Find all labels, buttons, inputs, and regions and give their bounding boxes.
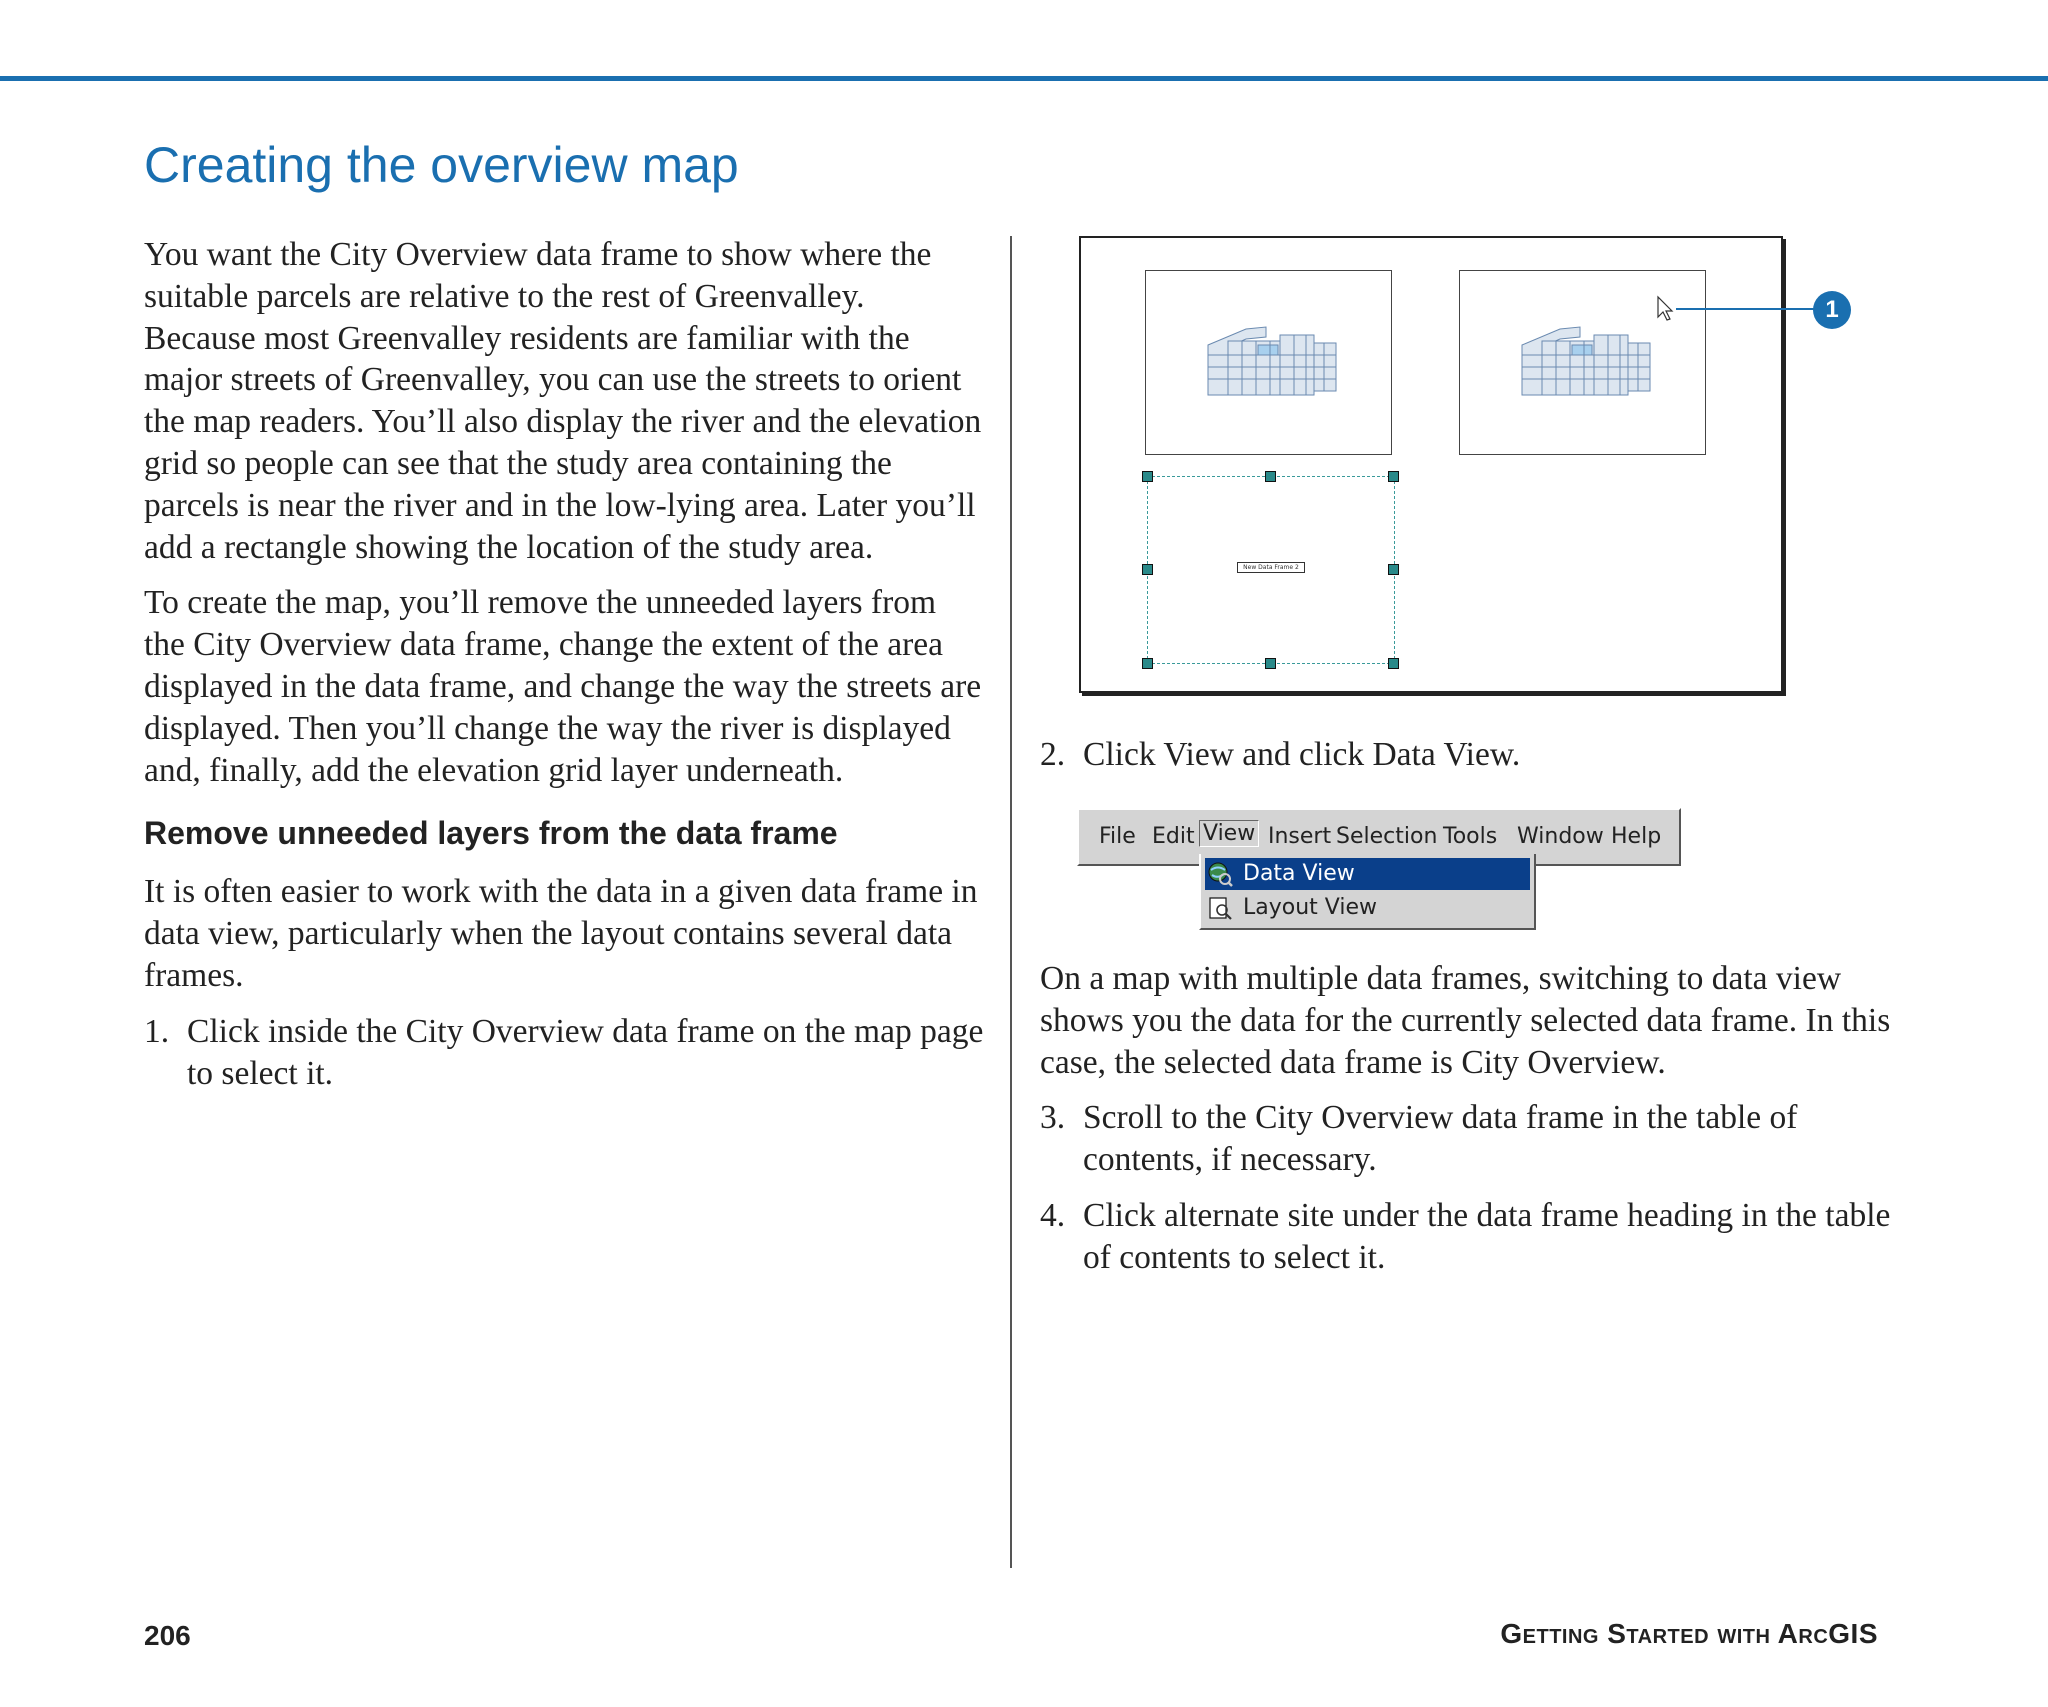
menu-tools[interactable]: Tools <box>1443 824 1498 849</box>
city-map-thumbnail <box>1146 271 1391 454</box>
left-column <box>144 234 984 1108</box>
page-title: Creating the overview map <box>144 137 739 193</box>
step-number: 3. <box>1040 1099 1066 1137</box>
step-number: 2. <box>1040 736 1066 773</box>
right-column-lower <box>1040 958 1910 1293</box>
menu-item-label: Data View <box>1243 861 1355 886</box>
data-frame-city-overview[interactable] <box>1145 270 1392 455</box>
data-view-globe-icon <box>1207 861 1233 887</box>
menu-window[interactable]: Window <box>1517 824 1604 849</box>
menu-item-label: Layout View <box>1243 895 1377 920</box>
menu-help[interactable]: Help <box>1611 824 1662 849</box>
intro-paragraph-1: You want the City Overview data frame to show where the suitable parcels are relative to the rest of Greenvalley. Because most Greenvalley residents are familiar with the major streets of Greenvalley, you can use the streets to orient the map readers. You’ll also display the river and the elevation grid so people can see that the study area containing the parcels is near the river and in the low-lying area. Later you’ll add a rectangle showing the location of the study area. <box>144 236 982 566</box>
selection-handle[interactable] <box>1142 564 1153 575</box>
data-frame-new-selected[interactable] <box>1147 476 1395 664</box>
menu-selection[interactable]: Selection <box>1336 824 1438 849</box>
selection-handle[interactable] <box>1265 658 1276 669</box>
menu-file[interactable]: File <box>1099 824 1136 849</box>
data-view-paragraph: On a map with multiple data frames, switching to data view shows you the data for the currently selected data frame. In this case, the selected data frame is City Overview. <box>1040 960 1891 1081</box>
page-number: 206 <box>144 1620 191 1651</box>
menu-insert[interactable]: Insert <box>1268 824 1332 849</box>
data-frame-study-area[interactable] <box>1459 270 1706 455</box>
selection-handle[interactable] <box>1388 658 1399 669</box>
step-4 <box>1040 1195 1910 1279</box>
view-dropdown-menu <box>1199 854 1536 930</box>
menu-item-layout-view[interactable] <box>1205 892 1530 924</box>
header-rule <box>0 76 2048 81</box>
city-map-thumbnail <box>1460 271 1705 454</box>
step-text: Scroll to the City Overview data frame in the table of contents, if necessary. <box>1083 1099 1798 1179</box>
step-number: 4. <box>1040 1196 1066 1234</box>
running-footer-title: Getting Started with ArcGIS <box>1500 1618 1878 1649</box>
selection-handle[interactable] <box>1388 564 1399 575</box>
callout-badge: 1 <box>1813 291 1851 329</box>
callout-leader-line <box>1670 300 1820 320</box>
column-divider <box>1010 236 1012 1568</box>
menu-edit[interactable]: Edit <box>1152 824 1195 849</box>
step-text: Click alternate site under the data frame heading in the table of contents to select it. <box>1083 1196 1891 1276</box>
intro-paragraph-2: To create the map, you’ll remove the unneeded layers from the City Overview data frame, change the extent of the area displayed in the data frame, and change the way the streets are displayed. Then you’ll change the way the river is displayed and, finally, add the elevation grid layer underneath. <box>144 584 982 789</box>
step-2 <box>1040 734 1910 790</box>
new-frame-label: New Data Frame 2 <box>1237 562 1305 573</box>
selection-handle[interactable] <box>1142 471 1153 482</box>
menu-view[interactable]: View <box>1199 820 1259 847</box>
step-1 <box>144 1011 984 1095</box>
selection-handle[interactable] <box>1388 471 1399 482</box>
selection-handle[interactable] <box>1142 658 1153 669</box>
section-paragraph: It is often easier to work with the data in a given data frame in data view, particularly when the layout contains several data frames. <box>144 873 978 994</box>
step-number: 1. <box>144 1012 170 1050</box>
section-subheading: Remove unneeded layers from the data frame <box>144 815 838 852</box>
step-text: Click inside the City Overview data frame on the map page to select it. <box>187 1012 984 1092</box>
step-3 <box>1040 1097 1910 1181</box>
menu-item-data-view[interactable] <box>1205 858 1530 890</box>
step-text: Click View and click Data View. <box>1083 736 1521 773</box>
layout-view-page-icon <box>1207 895 1233 921</box>
selection-handle[interactable] <box>1265 471 1276 482</box>
